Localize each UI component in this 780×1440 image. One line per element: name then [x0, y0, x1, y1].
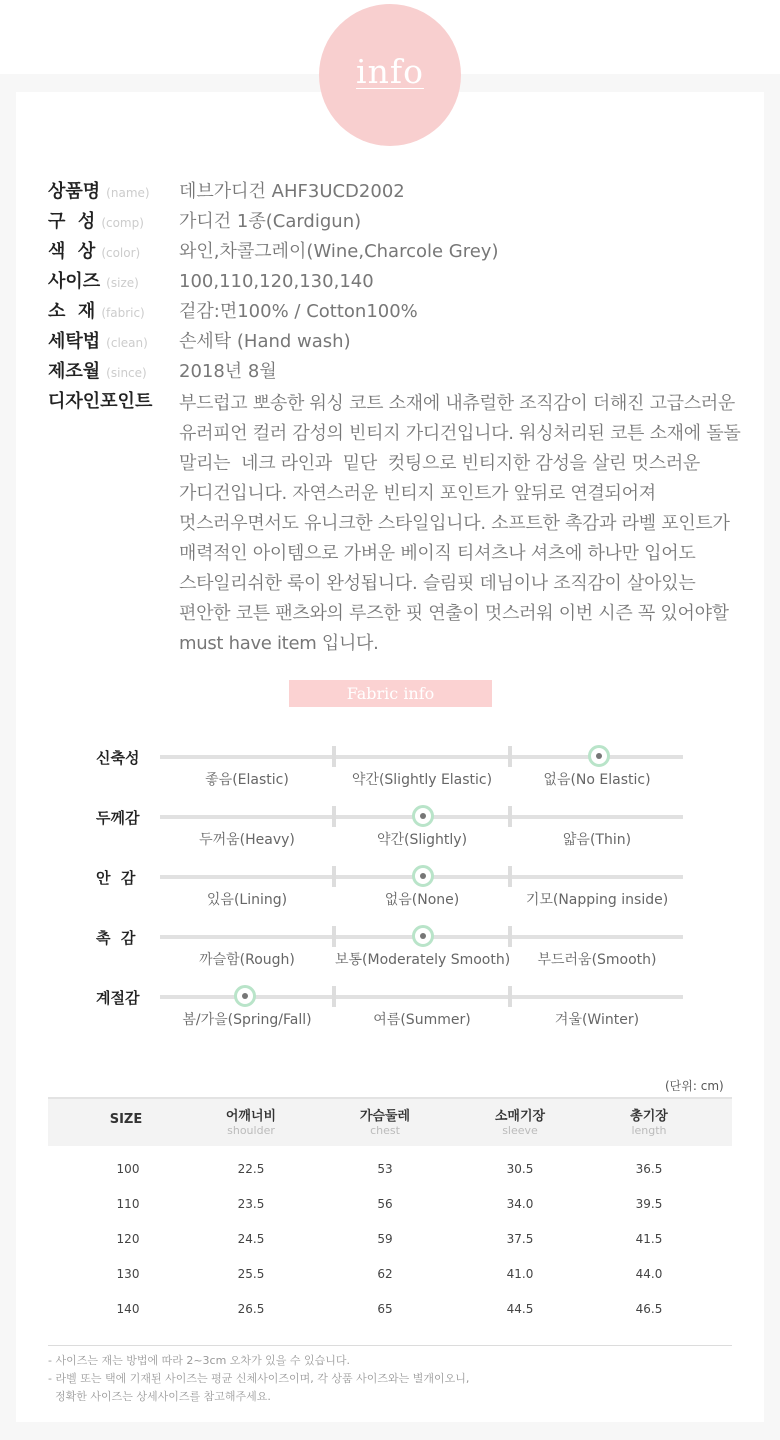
table-cell: 41.0 [506, 1267, 534, 1281]
note-line: 정확한 사이즈는 상세사이즈를 참고해주세요. [48, 1390, 271, 1403]
scale-tick [332, 746, 336, 767]
info-label-sub: (size) [106, 276, 139, 290]
header-chest [320, 1110, 450, 1138]
info-label-sub: (color) [101, 246, 141, 260]
scale-option: 기모(Napping inside) [525, 892, 669, 908]
note-line: - 사이즈는 재는 방법에 따라 2~3cm 오차가 있을 수 있습니다. [48, 1354, 351, 1367]
scale-option: 약간(Slightly) [376, 832, 468, 848]
size-table [48, 1097, 732, 1327]
info-label [48, 181, 150, 204]
table-cell: 65 [377, 1302, 393, 1316]
size-unit: (단위: cm) [665, 1079, 724, 1093]
table-cell: 44.0 [635, 1267, 663, 1281]
design-line: 부드럽고 뽀송한 워싱 코트 소재에 내츄럴한 조직감이 더해진 고급스러운 [179, 393, 736, 414]
scale-option: 없음(None) [384, 892, 460, 908]
table-cell: 59 [377, 1232, 393, 1246]
design-line: 가디건입니다. 자연스러운 빈티지 포인트가 앞뒤로 연결되어져 [179, 483, 656, 504]
info-label [48, 271, 139, 294]
design-point-label: 디자인포인트 [48, 391, 153, 412]
table-cell: 23.5 [237, 1197, 265, 1211]
scale-tick [508, 986, 512, 1007]
header-label: SIZE [109, 1112, 143, 1127]
scale-tick [332, 986, 336, 1007]
info-badge-text: info [356, 52, 424, 91]
info-label-text: 사이즈 [48, 271, 101, 292]
table-cell: 25.5 [237, 1267, 265, 1281]
header-shoulder [186, 1110, 316, 1138]
table-cell: 46.5 [635, 1302, 663, 1316]
design-line: 편안한 코튼 팬츠와의 루즈한 핏 연출이 멋스러워 이번 시즌 꼭 있어야할 [179, 603, 729, 624]
info-label [48, 211, 144, 234]
table-cell: 39.5 [635, 1197, 663, 1211]
info-label-sub: (clean) [106, 336, 148, 350]
info-value: 2018년 8월 [179, 361, 277, 382]
table-row [48, 1222, 732, 1257]
fabric-row-touch [0, 929, 780, 995]
header-sub: length [631, 1124, 667, 1137]
table-row [48, 1257, 732, 1292]
info-label-text: 상품명 [48, 181, 101, 202]
info-value: 100,110,120,130,140 [179, 271, 374, 292]
info-value: 손세탁 (Hand wash) [179, 331, 351, 352]
design-line: 멋스러우면서도 유니크한 스타일입니다. 소프트한 촉감과 라벨 포인트가 [179, 513, 730, 534]
size-notes [48, 1352, 469, 1406]
scale-option: 있음(Lining) [206, 892, 288, 908]
info-label [48, 331, 148, 354]
table-cell: 56 [377, 1197, 393, 1211]
info-value: 와인,차콜그레이(Wine,Charcole Grey) [179, 241, 499, 262]
header-sub: sleeve [502, 1124, 538, 1137]
scale-tick [332, 926, 336, 947]
table-row [48, 1152, 732, 1187]
table-cell: 62 [377, 1267, 393, 1281]
header-length [584, 1110, 714, 1138]
fabric-row-label: 두께감 [96, 809, 140, 827]
info-label-text: 소 재 [48, 301, 96, 322]
header-label: 소매기장 [494, 1109, 546, 1124]
info-label-text: 색 상 [48, 241, 96, 262]
fabric-row-label: 계절감 [96, 989, 140, 1007]
table-cell: 24.5 [237, 1232, 265, 1246]
info-label [48, 241, 140, 264]
table-cell: 36.5 [635, 1162, 663, 1176]
scale-option: 봄/가을(Spring/Fall) [182, 1012, 312, 1028]
info-value: 겉감:면100% / Cotton100% [179, 301, 418, 322]
size-table-header [48, 1097, 732, 1146]
table-cell: 30.5 [506, 1162, 534, 1176]
info-label [48, 301, 145, 324]
scale-tick [508, 746, 512, 767]
selected-marker [412, 925, 434, 947]
table-cell: 26.5 [237, 1302, 265, 1316]
info-label-text: 세탁법 [48, 331, 101, 352]
selected-marker [588, 745, 610, 767]
info-label-text: 구 성 [48, 211, 96, 232]
table-cell: 120 [116, 1232, 140, 1246]
table-cell: 140 [116, 1302, 140, 1316]
info-badge [319, 4, 461, 146]
design-line: 말리는 네크 라인과 밑단 컷팅으로 빈티지한 감성을 살린 멋스러운 [179, 453, 701, 474]
table-row [48, 1187, 732, 1222]
info-label [48, 361, 147, 384]
fabric-row-label: 신축성 [96, 749, 140, 767]
selected-marker [412, 805, 434, 827]
header-sub: chest [370, 1124, 400, 1137]
table-cell: 53 [377, 1162, 393, 1176]
fabric-row-season [0, 989, 780, 1055]
note-line: - 라벨 또는 택에 기재된 사이즈는 평균 신체사이즈이며, 각 상품 사이즈와는 별개이오니, [48, 1372, 470, 1385]
info-value: 데브가디건 AHF3UCD2002 [179, 181, 405, 202]
table-cell: 44.5 [506, 1302, 534, 1316]
scale-option: 약간(Slightly Elastic) [351, 772, 493, 788]
table-row [48, 1292, 732, 1327]
table-cell: 100 [116, 1162, 140, 1176]
scale-tick [508, 806, 512, 827]
info-label-text: 제조월 [48, 361, 101, 382]
fabric-row-label: 안 감 [96, 869, 136, 887]
fabric-row-lining [0, 869, 780, 935]
table-cell: 22.5 [237, 1162, 265, 1176]
design-line: must have item 입니다. [179, 633, 379, 654]
fabric-row-label: 촉 감 [96, 929, 136, 947]
scale-option: 부드러움(Smooth) [537, 952, 657, 968]
info-label-sub: (comp) [101, 216, 144, 230]
info-label-sub: (since) [106, 366, 147, 380]
scale-option: 여름(Summer) [373, 1012, 471, 1028]
design-point-text [179, 389, 764, 659]
selected-marker [234, 985, 256, 1007]
scale-option: 없음(No Elastic) [543, 772, 651, 788]
fabric-info-banner: Fabric info [289, 680, 492, 707]
scale-tick [508, 866, 512, 887]
table-divider [48, 1345, 732, 1346]
fabric-row-thickness [0, 809, 780, 875]
table-cell: 37.5 [506, 1232, 534, 1246]
design-line: 매력적인 아이템으로 가벼운 베이직 티셔츠나 셔츠에 하나만 입어도 [179, 543, 696, 564]
scale-option: 겨울(Winter) [554, 1012, 640, 1028]
scale-option: 얇음(Thin) [562, 832, 632, 848]
info-value: 가디건 1종(Cardigun) [179, 211, 362, 232]
table-cell: 130 [116, 1267, 140, 1281]
scale-option: 까슬함(Rough) [199, 952, 295, 968]
table-cell: 34.0 [506, 1197, 534, 1211]
scale-tick [332, 806, 336, 827]
fabric-row-elasticity [0, 749, 780, 815]
scale-tick [508, 926, 512, 947]
header-label: 어깨너비 [225, 1109, 277, 1124]
design-line: 유러피언 컬러 감성의 빈티지 가디건입니다. 워싱처리된 코튼 소재에 돌돌 [179, 423, 741, 444]
header-size [61, 1113, 191, 1127]
info-label-sub: (fabric) [101, 306, 145, 320]
selected-marker [412, 865, 434, 887]
table-cell: 41.5 [635, 1232, 663, 1246]
scale-option: 보통(Moderately Smooth) [335, 952, 511, 968]
table-cell: 110 [116, 1197, 140, 1211]
header-label: 총기장 [630, 1109, 668, 1124]
info-label-sub: (name) [106, 186, 150, 200]
header-sub: shoulder [227, 1124, 275, 1137]
header-sleeve [455, 1110, 585, 1138]
design-line: 스타일리쉬한 룩이 완성됩니다. 슬림핏 데님이나 조직감이 살아있는 [179, 573, 696, 594]
scale-option: 좋음(Elastic) [205, 772, 289, 788]
scale-option: 두꺼움(Heavy) [199, 832, 295, 848]
scale-tick [332, 866, 336, 887]
header-label: 가슴둘레 [359, 1109, 411, 1124]
